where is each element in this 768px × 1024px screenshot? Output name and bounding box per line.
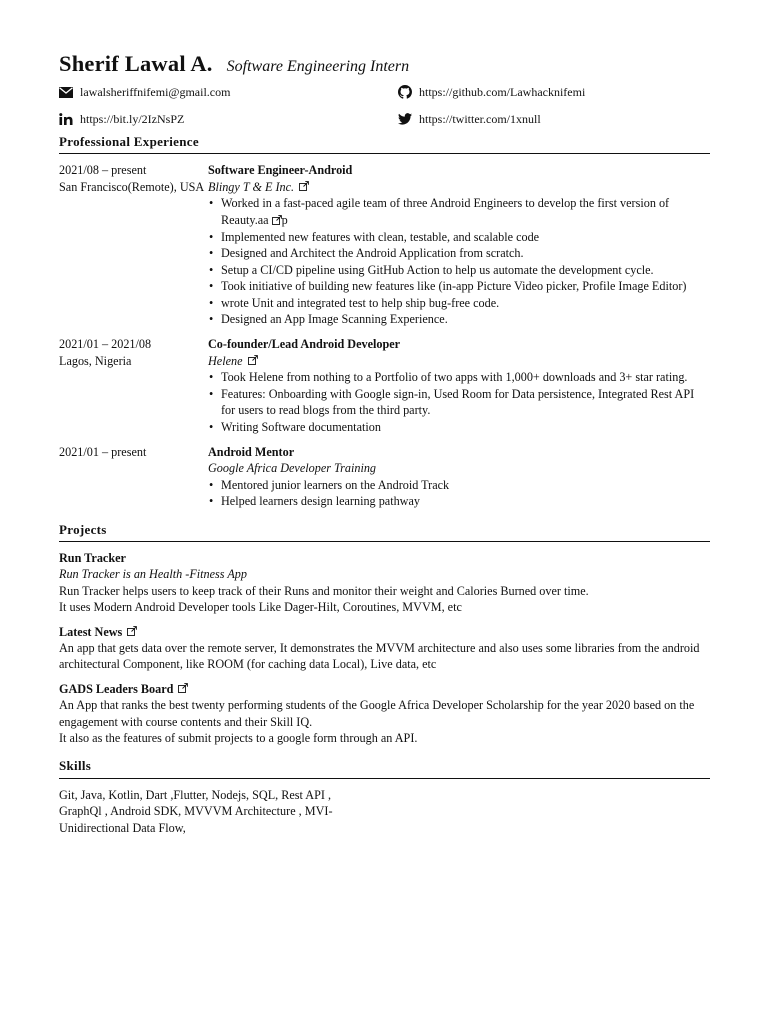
external-link-icon	[127, 624, 137, 640]
resume-page	[59, 50, 710, 836]
experience-date: 2021/08 – present	[59, 163, 147, 178]
contact-github[interactable]	[398, 84, 585, 100]
list-item: • wrote Unit and integrated test to help ship bug-free code.	[208, 295, 710, 311]
project-description: Run Tracker helps users to keep track of their Runs and monitor their weight and Calories Burned over time.	[59, 583, 589, 598]
company-link[interactable]	[208, 353, 710, 369]
list-item: • Worked in a fast-paced agile team of three Android Engineers to develop the first version of Reauty.aa p	[208, 195, 710, 229]
job-bullets	[208, 369, 710, 435]
list-item: • Took initiative of building new features like (in-app Picture Video picker, Profile Image Editor)	[208, 278, 710, 294]
skills-list: Git, Java, Kotlin, Dart ,Flutter, Nodejs, SQL, Rest API , GraphQl , Android SDK, MVVVM Architecture , MVI-Unidirectional Data Flow,	[59, 787, 333, 835]
external-link-icon	[178, 681, 188, 697]
experience-location: San Francisco(Remote), USA	[59, 179, 205, 194]
linkedin-link[interactable]: https://bit.ly/2IzNsPZ	[80, 112, 185, 126]
project-description: An App that ranks the best twenty performing students of the Google Africa Developer Scholarship for the year 2020 based on the engagement with course contents and their Skill IQ.	[59, 698, 695, 729]
company-name: Google Africa Developer Training	[208, 461, 377, 476]
email-link[interactable]: lawalsheriffnifemi@gmail.com	[80, 85, 231, 99]
list-item: • Designed and Architect the Android Application from scratch.	[208, 245, 710, 261]
project-title-link[interactable]	[59, 681, 710, 697]
external-link-icon[interactable]	[272, 213, 282, 229]
candidate-role: Software Engineering Intern	[226, 58, 410, 75]
list-item: • Designed an App Image Scanning Experience.	[208, 311, 710, 327]
list-item: • Writing Software documentation	[208, 419, 710, 435]
company-name: Helene	[208, 353, 243, 368]
github-icon	[398, 85, 412, 99]
list-item: • Features: Onboarding with Google sign-in, Used Room for Data persistence, Integrated Rest API for users to read blogs from the third party.	[208, 386, 710, 419]
job-bullets	[208, 195, 710, 327]
experience-date: 2021/01 – 2021/08	[59, 337, 152, 352]
company-name: Blingy T & E Inc.	[208, 179, 295, 194]
list-item: • Setup a CI/CD pipeline using GitHub Action to help us automate the development cycle.	[208, 262, 710, 278]
list-item: • Helped learners design learning pathway	[208, 493, 710, 509]
list-item: • Took Helene from nothing to a Portfolio of two apps with 1,000+ downloads and 3+ star rating.	[208, 369, 710, 385]
contact-linkedin[interactable]	[59, 111, 184, 127]
experience-item	[59, 444, 710, 510]
github-link[interactable]: https://github.com/Lawhacknifemi	[419, 85, 586, 99]
project-description: It also as the features of submit projects to a google form through an API.	[59, 731, 418, 745]
project-description: It uses Modern Android Developer tools Like Dager-Hilt, Coroutines, MVVM, etc	[59, 600, 462, 615]
external-link-icon	[248, 353, 258, 369]
experience-date: 2021/01 – present	[59, 444, 147, 459]
experience-item	[59, 162, 710, 327]
job-title: Android Mentor	[208, 444, 295, 459]
project-subtitle: Run Tracker is an Health -Fitness App	[59, 567, 247, 582]
twitter-icon	[398, 113, 412, 125]
project-title-link[interactable]	[59, 624, 710, 640]
candidate-name: Sherif Lawal A.	[59, 51, 213, 76]
project-item	[59, 624, 710, 673]
contact-email[interactable]	[59, 84, 230, 100]
job-title: Co-founder/Lead Android Developer	[208, 337, 401, 352]
contact-info	[59, 82, 710, 134]
project-description: An app that gets data over the remote server, It demonstrates the MVVM architecture and also uses some libraries from the android architectural Component, like ROOM (for caching data Local), Live data, etc	[59, 640, 700, 672]
project-item	[59, 550, 710, 616]
envelope-icon	[59, 87, 73, 98]
section-title-skills: Skills	[59, 758, 710, 778]
list-item: • Implemented new features with clean, testable, and scalable code	[208, 229, 710, 245]
experience-item	[59, 336, 710, 434]
project-title: GADS Leaders Board	[59, 681, 174, 696]
section-title-experience: Professional Experience	[59, 134, 710, 154]
job-title: Software Engineer-Android	[208, 163, 353, 178]
company-link[interactable]	[208, 179, 710, 195]
resume-header	[59, 50, 710, 78]
external-link-icon	[299, 179, 309, 195]
list-item: • Mentored junior learners on the Android Track	[208, 477, 710, 493]
project-title: Run Tracker	[59, 550, 126, 565]
section-title-projects: Projects	[59, 522, 710, 542]
contact-twitter[interactable]	[398, 111, 541, 127]
twitter-link[interactable]: https://twitter.com/1xnull	[419, 112, 541, 126]
linkedin-icon	[59, 113, 73, 125]
project-item	[59, 681, 710, 747]
project-title: Latest News	[59, 624, 123, 639]
experience-location: Lagos, Nigeria	[59, 353, 132, 368]
job-bullets	[208, 477, 710, 510]
